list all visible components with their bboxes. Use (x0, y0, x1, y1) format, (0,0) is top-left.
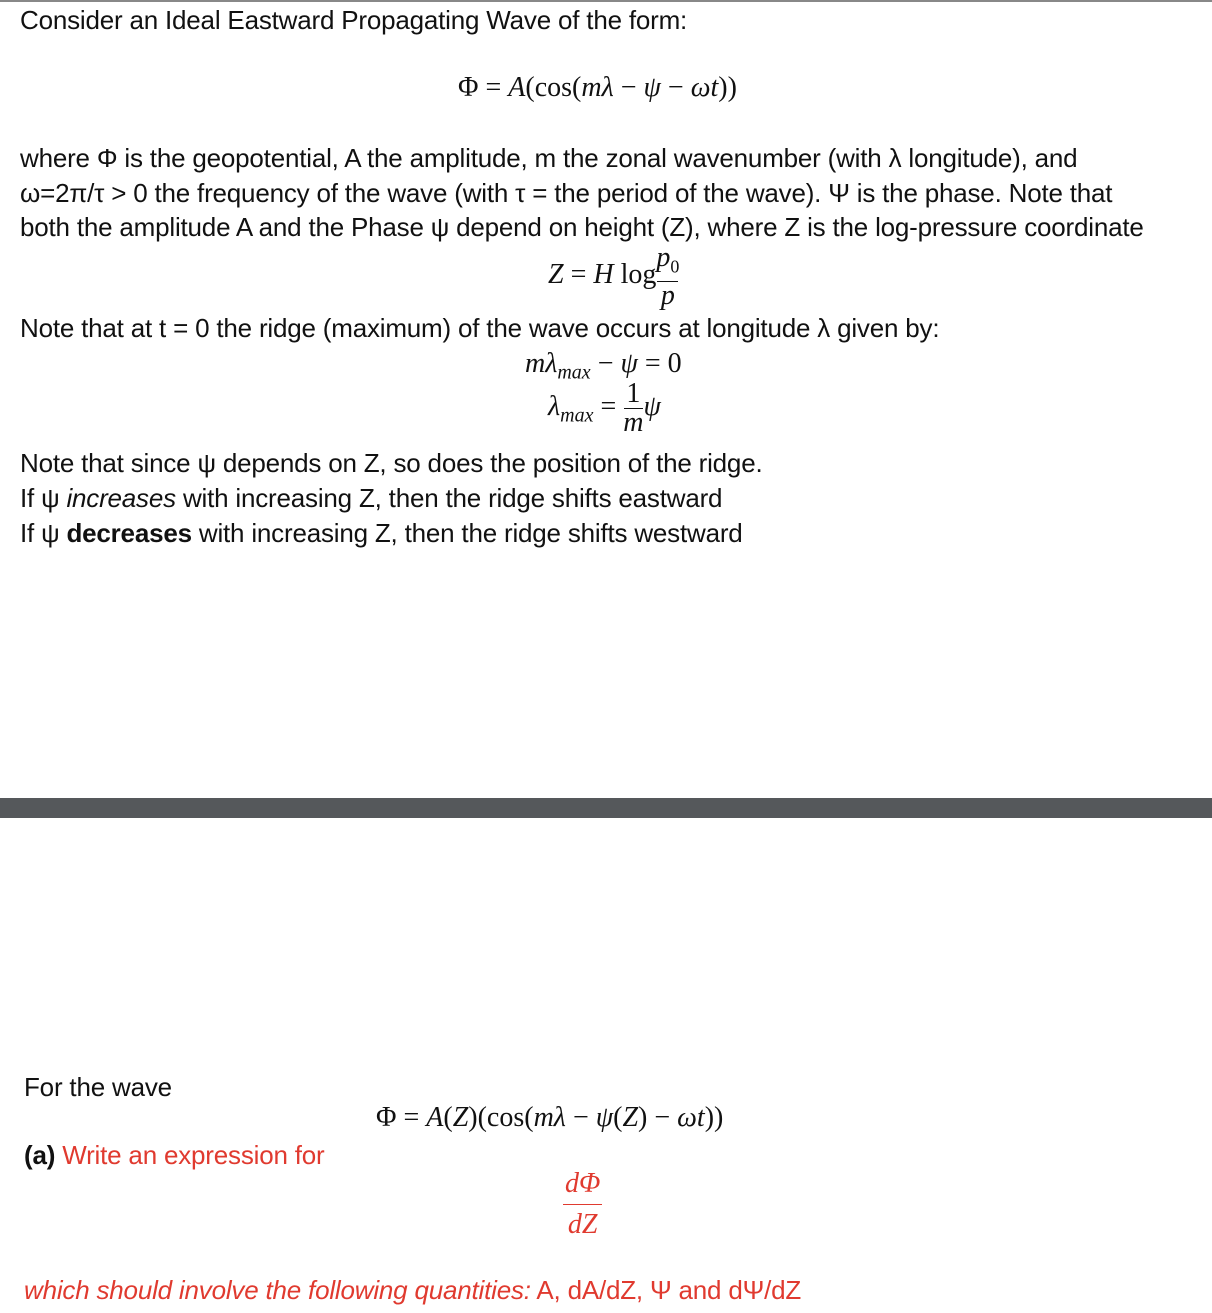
section-separator (0, 798, 1212, 818)
equation-wave-height-dependent: Φ = A(Z)(cos(mλ − ψ(Z) − ωt)) (376, 1102, 724, 1133)
top-border (0, 0, 1212, 2)
note-line-3: If ψ decreases with increasing Z, then the ridge shifts westward (20, 518, 743, 548)
for-the-wave-label: For the wave (24, 1072, 172, 1102)
involve-quantities-text: which should involve the following quantities: A, dA/dZ, Ψ and dΨ/dZ (24, 1275, 802, 1305)
part-a-text: Write an expression for (62, 1140, 325, 1170)
note-line-2: If ψ increases with increasing Z, then the ridge shifts eastward (20, 483, 723, 513)
ridge-text: Note that at t = 0 the ridge (maximum) of the wave occurs at longitude λ given by: (20, 313, 940, 343)
para-line-1: where Φ is the geopotential, A the amplitude, m the zonal wavenumber (with λ longitude), and (20, 143, 1078, 173)
equation-log-pressure: Z = H log $\frac{p_0}{p}$ (548, 242, 680, 311)
equation-ridge-condition: $m\lambda_{max} - \psi = 0$ (525, 348, 682, 384)
intro-heading: Consider an Ideal Eastward Propagating Wave of the form: (20, 5, 688, 35)
note-line-1: Note that since ψ depends on Z, so does the position of the ridge. (20, 448, 763, 478)
part-a-label: (a) (24, 1140, 56, 1170)
part-a-prompt (24, 1140, 324, 1170)
para-line-3: both the amplitude A and the Phase ψ depend on height (Z), where Z is the log-pressure coordinate (20, 212, 1144, 242)
equation-wave-form: Φ = A(cos(mλ − ψ − ωt)) (458, 72, 737, 103)
equation-ridge-longitude: $\lambda_{max}$ = $\frac{1}{m}$ ψ (548, 378, 661, 438)
quantities-list: A, dA/dZ, Ψ and dΨ/dZ (536, 1275, 802, 1305)
para-line-2: ω=2π/τ > 0 the frequency of the wave (with τ = the period of the wave). Ψ is the phase. Note that (20, 178, 1113, 208)
derivative-expression: $\frac{d\Phi}{dZ}$ (565, 1168, 601, 1240)
